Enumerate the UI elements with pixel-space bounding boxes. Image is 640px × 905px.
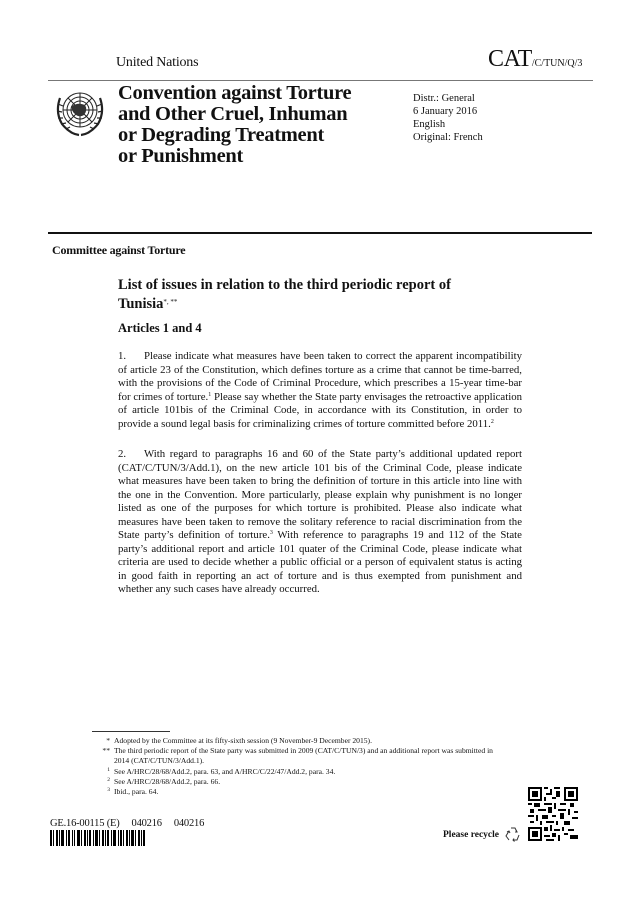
title-footnote-marks[interactable]: *, ** [163, 298, 178, 306]
title-line-1: List of issues in relation to the third periodic report of [118, 277, 451, 293]
qr-code-icon [528, 787, 578, 841]
section-rule [48, 232, 592, 234]
footnote-text: Adopted by the Committee at its fifty-sixth session (9 November-9 December 2015). [114, 736, 372, 745]
title-line: Convention against Torture [118, 82, 352, 104]
paragraph-number: 2. [118, 448, 127, 460]
original-language: Original: French [413, 132, 483, 143]
paragraph-number: 1. [118, 350, 127, 362]
title-line: or Degrading Treatment [118, 124, 324, 146]
list-of-issues-title [118, 277, 518, 313]
footnote-text: See A/HRC/28/68/Add.2, para. 66. [114, 776, 221, 786]
title-line-2: Tunisia [118, 296, 164, 312]
footnote-ref[interactable]: 2 [490, 418, 494, 425]
job-number-line [50, 818, 216, 829]
paragraph-text: With reference to paragraphs 19 and 112 of the State party’s additional report and article 101 quater of the Criminal Code, please indicate what criteria are used to decide whether a public official or a person of equivalent status is acting in good faith in reporting an act of torture and is thus exempted from punishment and whether any such cases have already occurred. [118, 529, 522, 595]
section-heading: Articles 1 and 4 [118, 321, 202, 335]
date-code-1: 040216 [131, 818, 162, 829]
barcode-icon [50, 830, 162, 846]
paragraph-text: Please say whether the State party envisages the retroactive application of article 101bis of the Criminal Code, in accordance with its Constitution, in order to provide a sound legal basis for criminalizing crimes of torture committed before 2011. [118, 390, 522, 430]
un-emblem-icon [52, 84, 108, 140]
title-line: and Other Cruel, Inhuman [118, 103, 348, 125]
paragraph-text: With regard to paragraphs 16 and 60 of the State party’s additional updated report (CAT/C/TUN/3/Add.1), on the new article 101 bis of the Criminal Code, please indicate what measures have been taken to bring the definition of torture in this article into line with the one in the Convention. More particularly, please explain why punishment is no longer listed as one of the purposes for which torture is prohibited. Please also indicate what measures have been taken to remove the solitary reference to racial discrimination from the State party’s definition of torture. [118, 448, 522, 541]
footnote-ref[interactable]: 3 [269, 530, 273, 536]
footnote-mark: 3 [107, 787, 110, 794]
document-date: 6 January 2016 [413, 106, 478, 117]
footnote-item [88, 767, 498, 777]
recycle-notice [443, 825, 523, 845]
symbol-main: CAT [488, 46, 532, 72]
footnote-item [88, 736, 498, 746]
organization-name: United Nations [116, 55, 199, 70]
paragraph-1 [118, 350, 522, 431]
document-title [118, 83, 398, 167]
footnote-mark: * [106, 736, 110, 745]
footnote-item [88, 777, 498, 787]
paragraph-text: Please indicate what measures have been taken to correct the apparent incompatibility of article 23 of the Constitution, which defines torture as a crime that cannot be time-barred, with the provisions of the Code of Criminal Procedure, which prescribes a 15-year time-bar for crimes of torture. [118, 350, 522, 403]
symbol-suffix: /C/TUN/Q/3 [531, 58, 583, 69]
title-line: or Punishment [118, 145, 244, 167]
footnote-separator [92, 731, 170, 732]
document-symbol [488, 46, 582, 73]
footnote-ref[interactable]: 1 [208, 391, 212, 398]
footnote-mark: 2 [107, 776, 110, 783]
distribution-type: Distr.: General [413, 93, 475, 104]
footnote-item [88, 746, 498, 766]
document-language: English [413, 119, 446, 130]
footnote-mark: 1 [107, 766, 110, 773]
footnotes [88, 736, 498, 797]
committee-name: Committee against Torture [52, 243, 186, 257]
recycle-icon [503, 825, 523, 845]
date-code-2: 040216 [173, 818, 205, 829]
distribution-info [413, 92, 483, 144]
recycle-label: Please recycle [443, 830, 499, 840]
footnote-mark: ** [102, 746, 110, 756]
header-rule [48, 80, 593, 81]
footnote-text: See A/HRC/28/68/Add.2, para. 63, and A/HRC/C/22/47/Add.2, para. 34. [114, 766, 336, 776]
footnote-item [88, 787, 498, 797]
job-number: GE.16-00115 (E) [50, 818, 120, 829]
footnote-text: The third periodic report of the State party was submitted in 2009 (CAT/C/TUN/3) and an additional report was submitted in 2014 (CAT/C/TUN/3/Add.1). [114, 746, 493, 766]
footnote-text: Ibid., para. 64. [114, 787, 159, 797]
paragraph-2 [118, 448, 522, 597]
